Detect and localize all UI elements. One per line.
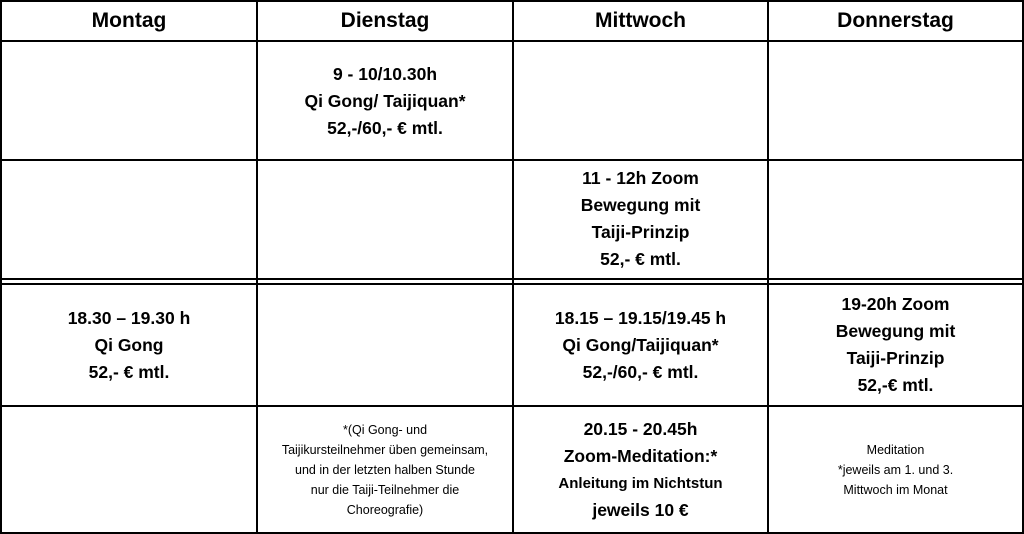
class-time: 11 - 12h Zoom: [582, 168, 699, 188]
class-price: jeweils 10 €: [592, 499, 689, 520]
class-title-2: Taiji-Prinzip: [846, 348, 945, 368]
note-line: und in der letzten halben Stunde: [295, 462, 475, 477]
cell-mittwoch-evening: [514, 285, 767, 405]
class-price: 52,-€ mtl.: [857, 375, 934, 395]
note-line: nur die Taiji-Teilnehmer die: [310, 482, 460, 497]
class-time: 9 - 10/10.30h: [332, 63, 438, 84]
class-price: 52,- € mtl.: [600, 249, 681, 269]
header-mittwoch: Mittwoch: [595, 9, 686, 32]
cell-dienstag-morning: [258, 46, 512, 156]
header-montag: Montag: [91, 9, 167, 32]
cell-montag-evening: [2, 285, 256, 405]
class-subtitle: Anleitung im Nichtstun: [558, 474, 723, 492]
class-title-2: Taiji-Prinzip: [591, 222, 690, 242]
class-price: 52,-/60,- € mtl.: [582, 361, 699, 382]
class-title: Zoom-Meditation:*: [563, 445, 718, 466]
cell-dienstag-note: [258, 407, 512, 532]
class-title: Bewegung mit: [835, 321, 956, 341]
cell-mittwoch-midday: [514, 161, 767, 277]
note-line: Mittwoch im Monat: [843, 482, 948, 497]
class-time: 19-20h Zoom: [841, 294, 950, 314]
class-title: Qi Gong/ Taijiquan*: [304, 90, 466, 111]
cell-mittwoch-meditation: [514, 407, 767, 532]
header-donnerstag: Donnerstag: [837, 9, 954, 32]
class-time: 18.30 – 19.30 h: [67, 307, 191, 328]
cell-donnerstag-note: [769, 407, 1022, 532]
class-title: Bewegung mit: [580, 195, 701, 215]
cell-donnerstag-evening: [769, 285, 1022, 405]
class-price: 52,- € mtl.: [88, 361, 170, 382]
class-time: 18.15 – 19.15/19.45 h: [554, 307, 727, 328]
header-dienstag: Dienstag: [340, 9, 430, 32]
col-border-left: [0, 0, 2, 534]
note-line: *(Qi Gong- und: [342, 422, 428, 437]
class-title: Qi Gong/Taijiquan*: [562, 334, 719, 355]
note-line: Taijikursteilnehmer üben gemeinsam,: [281, 442, 489, 457]
note-line: Choreografie): [346, 502, 424, 517]
class-time: 20.15 - 20.45h: [583, 418, 698, 439]
class-title: Qi Gong: [94, 334, 164, 355]
note-line: Meditation: [866, 442, 925, 457]
note-line: *jeweils am 1. und 3.: [837, 462, 954, 477]
class-price: 52,-/60,- € mtl.: [327, 117, 443, 138]
